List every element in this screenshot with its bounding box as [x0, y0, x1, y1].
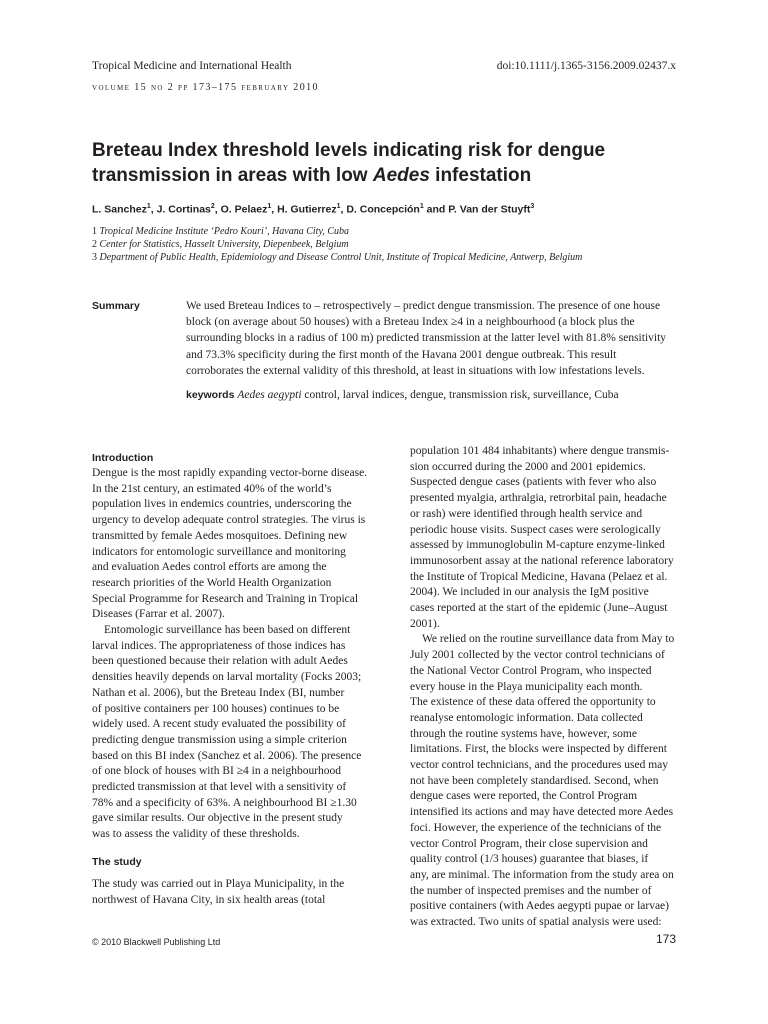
introduction-heading: Introduction — [92, 452, 154, 464]
author: D. Concepción — [346, 203, 420, 216]
summary-text: We used Breteau Indices to – retrospectively – predict dengue transmission. The presence of one house block (on average about 50 houses) with a Breteau Index ≥4 in a neighbourhood (a block plus the surrounding blocks in a radius of 100 m) predicted transmission at the latter level with 81.8% sensitivity and 73.3% specificity during the first month of the Havana 2001 dengue outbreak. This result corroborates the external validity of this threshold, at least in situations with low infestations levels. — [186, 300, 667, 377]
page-number: 173 — [655, 932, 676, 946]
author-list: L. Sanchez$^1$, J. Cortinas$^2$, O. Pelaez$^1$, H. Gutierrez$^1$, D. Concepción$^1$ and P. Van der Stuyft$^3$ — [92, 203, 535, 216]
introduction-text: Dengue is the most rapidly expanding vector-borne disease. In the 21st century, an estimated 40% of the world’s population lives in endemics countries, underscoring the urgency to develop adequate control strategies. The virus is transmitted by female Aedes mosquitoes. Defining new indicators for entomologic surveillance and monitoring and evaluation Aedes control efforts are among the research priorities of the World Health Organization Special Programme for Research and Training in Tropical Diseases (Farrar et al. 2007). Entomologic surveillance has been based on different larval indices. The appropriateness of those indices has been questioned because their relation with adult Aedes densities heavily depends on larval mortality (Focks 2003; Nathan et al. 2006), but the Breteau Index (BI, number of positive containers per 100 houses) continues to be widely used. A recent study evaluated the possibility of predicting dengue transmission using a simple criterion based on this BI index (Sanchez et al. 2006). The presence of one block of houses with BI ≥4 in a neighbourhood predicted transmission at that level with a sensitivity of 78% and a specificity of 63%. A neighbourhood BI ≥1.30 gave similar results. Our objective in the present study was to assess the validity of these thresholds. — [92, 467, 368, 841]
journal-name: Tropical Medicine and International Health — [92, 60, 292, 72]
doi[interactable]: doi:10.1111/j.1365-3156.2009.02437.x — [496, 60, 676, 72]
author: H. Gutierrez — [277, 203, 337, 216]
affiliation: 3 Department of Public Health, Epidemiology and Disease Control Unit, Institute of Tropical Medicine, Antwerp, Belgium — [92, 252, 583, 263]
right-column-text: population 101 484 inhabitants) where dengue transmis- sion occurred during the 2000 and 2001 epidemics. Suspected dengue cases (patients with fever who also presented myalgia, arthralgia, retrorbital pain, headache or rash) were identified through health service and periodic house visits. Suspect cases were serologically assessed by immunoglobulin M-capture enzyme-linked immunosorbent assay at the national reference laboratory the Institute of Tropical Medicine, Havana (Pelaez et al. 2004). We included in our analysis the IgM positive cases reported at the start of the epidemic (June–August 2001). We relied on the routine surveillance data from May to July 2001 collected by the vector control technicians of the National Vector Control Program, who inspected every house in the Playa municipality each month. The existence of these data offered the opportunity to reanalyse entomologic information. Data collected through the routine systems have, however, some limitations. First, the blocks were inspected by different vector control technicians, and the procedures used may not have been completely standardised. Second, when dengue cases were reported, the Control Program intensified its actions and may have detected more Aedes foci. However, the experience of the technicians of the vector Control Program, their close supervision and quality control (1/3 houses) guarantee that biases, if any, are minimal. The information from the study area on the number of inspected premises and the number of positive containers (with Aedes aegypti pupae or larvae) was extracted. Two units of spatial analysis were used: — [410, 445, 675, 929]
keywords: keywords Aedes aegypti control, larval indices, dengue, transmission risk, surveillance, Cuba — [186, 389, 619, 401]
summary-label: Summary — [92, 300, 140, 312]
study-heading: The study — [92, 856, 142, 868]
volume-info: volume 15 no 2 pp 173–175 february 2010 — [92, 82, 319, 93]
author: P. Van der Stuyft — [448, 203, 531, 216]
author: J. Cortinas — [156, 203, 211, 216]
title-line-2: transmission in areas with low Aedes infestation — [92, 165, 532, 186]
affiliation: 1 Tropical Medicine Institute ‘Pedro Kouri’, Havana City, Cuba — [92, 226, 350, 237]
title-line-1: Breteau Index threshold levels indicating risk for dengue — [92, 140, 606, 161]
article-title — [92, 138, 682, 188]
author: O. Pelaez — [220, 203, 268, 216]
affiliation: 2 Center for Statistics, Hasselt University, Diepenbeek, Belgium — [92, 239, 349, 250]
author: L. Sanchez — [92, 203, 147, 216]
study-text: The study was carried out in Playa Municipality, in the northwest of Havana City, in six health areas (total — [92, 878, 345, 906]
affiliations — [92, 225, 702, 264]
copyright: © 2010 Blackwell Publishing Ltd — [92, 937, 221, 947]
